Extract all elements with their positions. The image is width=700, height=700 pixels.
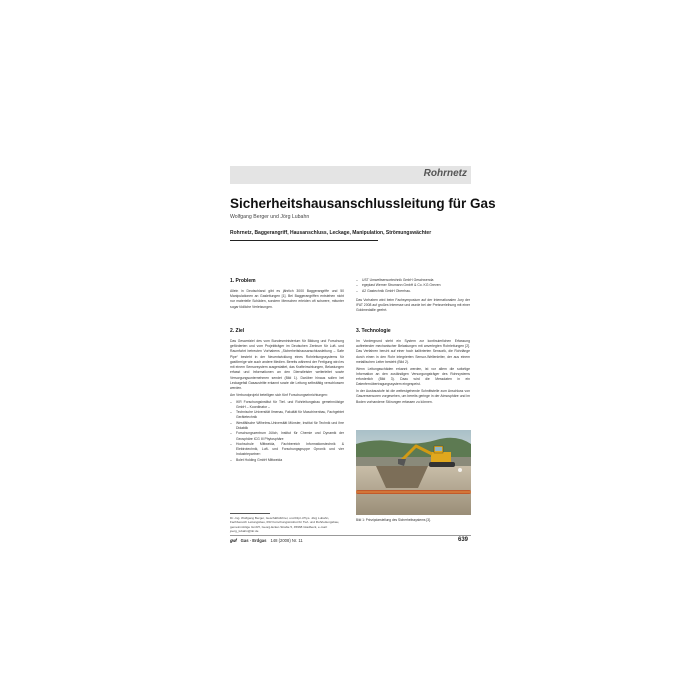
heading-ziel: 2. Ziel	[230, 328, 245, 334]
list-item: – Technische Universität Ilmenau, Fakultät für Maschinenbau, Fachgebiet Gerätetechnik	[230, 410, 344, 421]
article-keywords: Rohrnetz, Baggerangriff, Hausanschluss, Leckage, Manipulation, Strömungswächter	[230, 230, 432, 236]
list-item: – UST Umweltsensortechnik GmbH Geschwenda	[356, 278, 470, 283]
list-item: – IKR Forschungsinstitut für Tief- und Rohrleitungsbau gemeinnützige GmbH – Koordinator –	[230, 400, 344, 411]
list-item: – A2 Gastechnik GmbH Oberrhau.	[356, 289, 470, 294]
section-ziel	[230, 328, 344, 463]
list-item: – Bolet Holding GmbH Mittweida	[230, 458, 344, 463]
journal-footer	[230, 538, 303, 543]
author-footnote: Dr.-Ing. Wolfgang Berger, Geschäftsführer, und Dipl.-Phys. Jörg Lubahn, Fachbereich Leitungsbau, IKR Forschungsinstitut für Tief- und Rohrleitungsbau, gemeinnützige GmbH, Georg-Ecker-Straße 5, 45968 Gladbeck, e-mail: joerg_lubahn@ikr.de	[230, 516, 340, 534]
page-number: 639	[458, 537, 469, 543]
excavator-illustration	[356, 430, 471, 515]
list-item: – Westfälische Wilhelms-Universität Münster, Institut für Technik und ihre Didaktik	[230, 421, 344, 432]
technologie-paragraph: Wenn Leitungsschäden erkannt werden, ist vor allem die sofortige Information an den zuständigen Versorgungsträger des Rohrsystems erforderlich (Bild 3). Dazu wird die Messdaten in ein Datenfernübertragungssystem eingespeist.	[356, 366, 470, 387]
heading-problem: 1. Problem	[230, 278, 256, 284]
list-item: – Hochschule Mittweida, Fachbereich Informationstechnik & Elektrotechnik, Luft- und Forschungsgruppe Opronik und vier Industriepartner:	[230, 442, 344, 458]
figure-1-image	[356, 430, 471, 515]
technologie-paragraph: In der Ausbaustufe ist die weitestgehende Schnittstelle zum Anschluss von Gaszersensoren vorgesehen, um bereits geringe in der Atmosphäre und im Boden vorhandene Störungen erfassen zu können.	[356, 389, 470, 404]
figure-1-caption: Bild 1: Prinzipdarstellung des Sicherheitssystems [3].	[356, 518, 431, 522]
journal-logo: gwf	[230, 538, 237, 543]
section-problem	[230, 278, 344, 311]
article-title: Sicherheitshausanschlussleitung für Gas	[230, 196, 496, 211]
list-item: – egeplast Werner Strumann GmbH & Co. KG Greven	[356, 283, 470, 288]
section-technologie	[356, 328, 470, 406]
partners-note: Das Vorhaben wird beim Fachsymposium auf der Internationalen Jury der IFAT 2008 auf großes Interesse und wurde bei der Preisverleihung mit einer Goldmedaille geehrt.	[356, 297, 470, 313]
partner-list-continued	[356, 278, 470, 294]
ziel-paragraph: Am Verbundprojekt beteiligen sich fünf Forschungseinrichtungen:	[230, 392, 328, 397]
list-item: – Forschungszentrum Jülich, Institut für Chemie und Dynamik der Geosphäre ICG III Phytosphäre	[230, 431, 344, 442]
article-authors: Wolfgang Berger und Jörg Lubahn	[230, 214, 310, 220]
problem-paragraph: Allein in Deutschland gibt es jährlich 3000 Baggerangriffe und 50 Manipulationen an Gasleitungen [1]. Bei Baggerangriffen entstehen nicht nur materielle Schäden, sondern Menschen erleiden oft schwere, mitunter sogar tödliche Verletzungen.	[230, 288, 344, 309]
footnote-rule	[230, 513, 270, 514]
footer-rule	[230, 535, 471, 536]
partner-continuation	[356, 278, 470, 315]
journal-issue: 148 (2008) Nr. 11	[270, 538, 303, 543]
technologie-paragraph: Im Vordergrund steht ein System zur kontinuierlichen Erfassung auftretender mechanischer Belastungen mit anverlegten Rohrleitungen [2]. Das Verfahren beruht auf einer hoch kalibrierten Sensorik, die Rohrlänge durch einen in den Rohr integrierten Sensor-Wellenleiter, der aus einem metallischen Leiter besteht (Bild 2).	[356, 338, 470, 364]
ziel-paragraph: Das Gesamtziel des vom Bundesministerium für Bildung und Forschung geförderten und vom Projektträger im Deutschen Zentrum für Luft- und Raumfahrt betreuten Vorhabens „Sicherheitshausanschlussleitung – Safe Pipe“ besteht in der Neuentwicklung eines Rohrleitungssystems für gasförmige wie auch andere Medien. Bereits während der Fertigung wird es mit einem Sensorsystem ausgestattet, das Krafteinwirkungen, Belastungen erfasst und Informationen an den Dienstleister weiterleitet sowie Versorgungsunternehmen sendet (Bild 1). Darüber hinaus sollen bei Leckagefall Gasaustritte erkannt sowie die Leitung selbsttätig verschlossen werden.	[230, 338, 344, 391]
section-label: Rohrnetz	[423, 168, 467, 179]
sensor-marker	[458, 468, 462, 472]
section-header-bar	[230, 166, 471, 184]
heading-technologie: 3. Technologie	[356, 328, 391, 334]
journal-name: Gas · Erdgas	[240, 538, 267, 543]
partner-list	[230, 400, 344, 463]
keywords-rule	[230, 240, 378, 241]
